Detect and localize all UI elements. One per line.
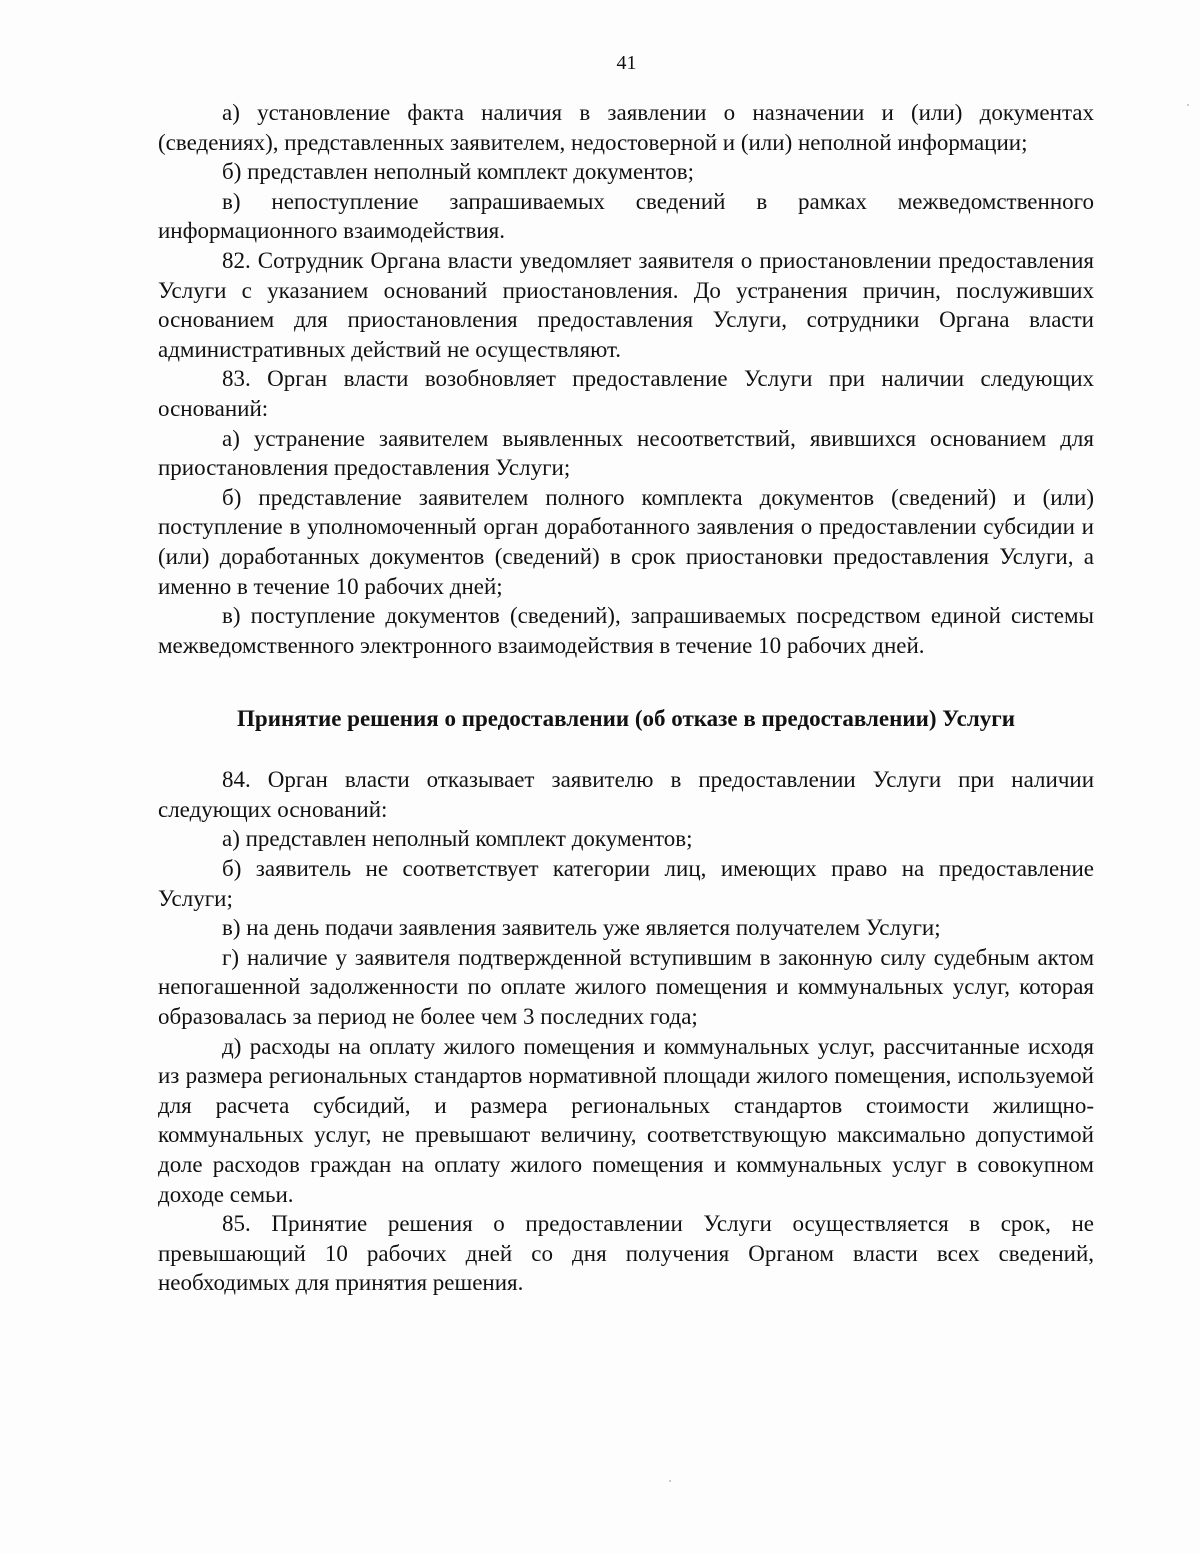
scan-speck [669, 1480, 671, 1482]
paragraph-82: 82. Сотрудник Органа власти уведомляет заявителя о приостановлении предоставления Услуги с указанием оснований приостановления. До устранения причин, послуживших основанием для приостановления предоставления Услуги, сотрудники Органа власти административных действий не осуществляют. [158, 247, 1094, 362]
paragraph-83-b: б) представление заявителем полного комплекта документов (сведений) и (или) поступление в уполномоченный орган доработанного заявления о предоставлении субсидии и (или) доработанных документов (сведений) в срок приостановки предоставления Услуги, а именно в течение 10 рабочих дней; [158, 484, 1094, 599]
paragraph-84-b: б) заявитель не соответствует категории лиц, имеющих право на предоставление Услуги; [158, 856, 1094, 911]
paragraph-84-v: в) на день подачи заявления заявитель уже является получателем Услуги; [222, 915, 941, 941]
paragraph-83: 83. Орган власти возобновляет предоставление Услуги при наличии следующих оснований: [158, 366, 1094, 421]
paragraph-83-v: в) поступление документов (сведений), запрашиваемых посредством единой системы межведомственного электронного взаимодействия в течение 10 рабочих дней. [158, 603, 1094, 658]
paragraph-84-a: а) представлен неполный комплект документов; [222, 826, 693, 852]
paragraph-83-a: а) устранение заявителем выявленных несоответствий, явившихся основанием для приостановления предоставления Услуги; [158, 425, 1094, 481]
paragraph-84: 84. Орган власти отказывает заявителю в предоставлении Услуги при наличии следующих оснований: [158, 767, 1094, 822]
paragraph-v-no-interagency-info: в) непоступление запрашиваемых сведений в рамках межведомственного информационного взаимодействия. [158, 188, 1094, 244]
document-body [158, 98, 1094, 1298]
scan-speck [1187, 104, 1189, 106]
section-heading: Принятие решения о предоставлении (об отказе в предоставлении) Услуги [237, 706, 1015, 732]
paragraph-84-g: г) наличие у заявителя подтвержденной вступившим в законную силу судебным актом непогашенной задолженности по оплате жилого помещения и коммунальных услуг, которая образовалась за период не более чем 3 последних года; [158, 944, 1094, 1030]
paragraph-b-incomplete-docs: б) представлен неполный комплект документов; [222, 159, 695, 185]
paragraph-a-false-info: а) установление факта наличия в заявлении о назначении и (или) документах (сведениях), представленных заявителем, недостоверной и (или) неполной информации; [158, 100, 1094, 155]
paragraph-85: 85. Принятие решения о предоставлении Услуги осуществляется в срок, не превышающий 10 рабочих дней со дня получения Органом власти всех сведений, необходимых для принятия решения. [158, 1211, 1094, 1296]
page-number: 41 [616, 52, 637, 74]
paragraph-84-d: д) расходы на оплату жилого помещения и коммунальных услуг, рассчитанные исходя из размера региональных стандартов нормативной площади жилого помещения, используемой для расчета субсидий, и размера региональных стандартов стоимости жилищно-коммунальных услуг, не превышают величину, соответствующую максимально допустимой доле расходов граждан на оплату жилого помещения и коммунальных услуг в совокупном доходе семьи. [158, 1033, 1094, 1207]
